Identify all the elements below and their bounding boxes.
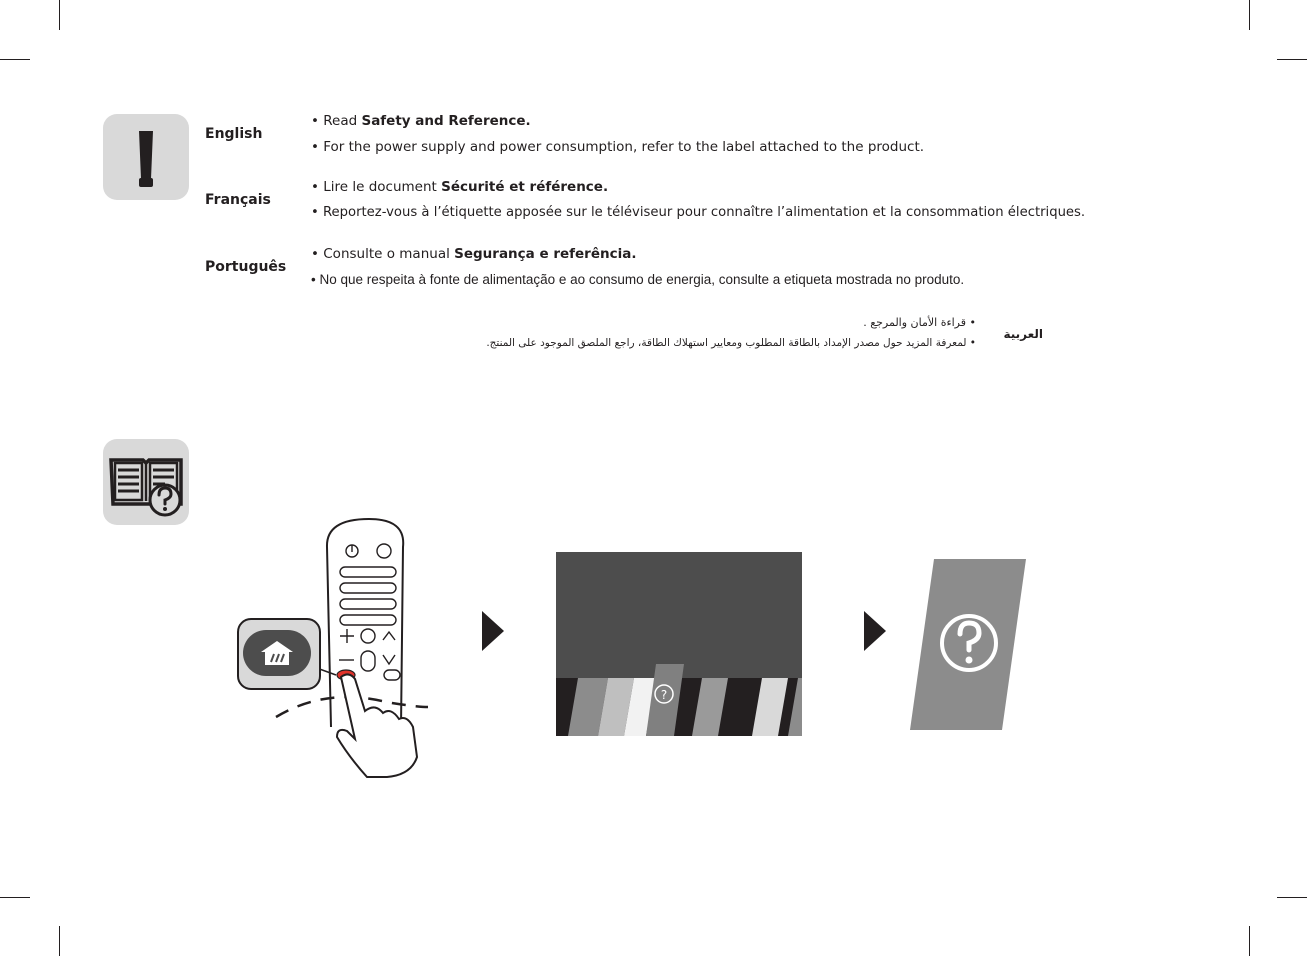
crop-mark-tl-v [59, 0, 60, 30]
language-label-french: Français [205, 192, 271, 208]
french-line-1: • Lire le document Sécurité et référence. [311, 179, 609, 195]
french-line-2: • Reportez-vous à l’étiquette apposée sur le téléviseur pour connaître l’alimentation et la consommation électriques. [311, 205, 1086, 220]
crop-mark-bl-v [59, 926, 60, 956]
svg-text:?: ? [660, 688, 668, 702]
tv-screen [556, 552, 802, 736]
triangle-right-icon [482, 611, 506, 651]
home-button-callout [237, 618, 321, 690]
portuguese-line-1: • Consulte o manual Segurança e referência. [311, 246, 637, 262]
english-line-1: • Read Safety and Reference. [311, 113, 531, 129]
crop-mark-br-h [1277, 897, 1307, 898]
triangle-right-icon [864, 611, 888, 651]
portuguese-line-2: • No que respeita à fonte de alimentação e ao consumo de energia, consulte a etiqueta mostrada no produto. [311, 272, 965, 287]
crop-mark-tr-h [1277, 59, 1307, 60]
question-mark-icon [908, 557, 1028, 732]
crop-mark-bl-h [0, 897, 30, 898]
english-line-2: • For the power supply and power consumption, refer to the label attached to the product. [311, 139, 925, 155]
exclamation-icon [103, 114, 189, 200]
language-label-english: English [205, 126, 263, 142]
home-button[interactable] [243, 630, 311, 676]
arabic-line-1: • قراءة الأمان والمرجع . [863, 316, 976, 329]
home-icon [259, 640, 295, 666]
arabic-line-2: • لمعرفة المزيد حول مصدر الإمداد بالطاقة المطلوب ومعايير استهلاك الطاقة، راجع الملصق الموجود على المنتج. [486, 337, 976, 349]
crop-mark-tr-v [1249, 0, 1250, 30]
book-question-icon [103, 439, 189, 525]
crop-mark-br-v [1249, 926, 1250, 956]
crop-mark-tl-h [0, 59, 30, 60]
language-label-arabic: العربية [1003, 327, 1043, 341]
language-label-portuguese: Português [205, 259, 287, 275]
